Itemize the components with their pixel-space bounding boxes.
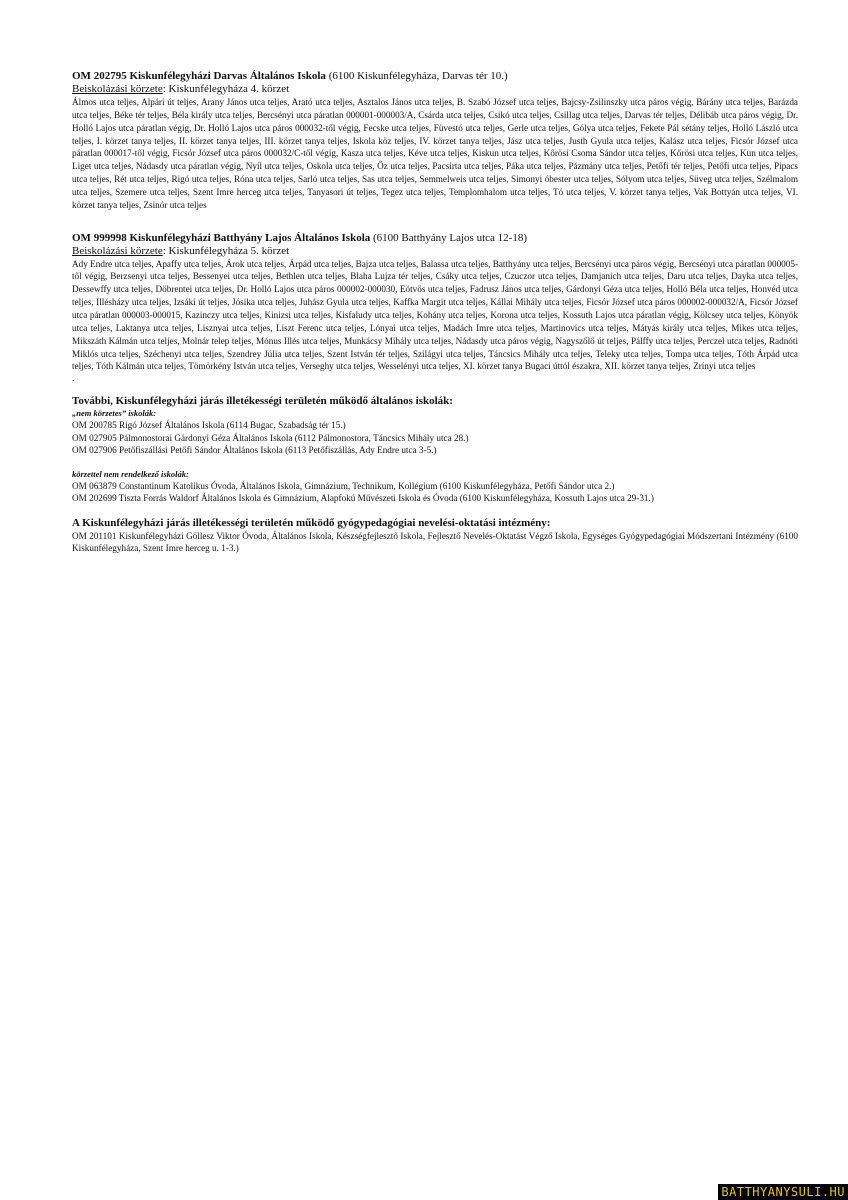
no-district-schools-section <box>72 469 798 505</box>
list-item: OM 027906 Petőfiszállási Petőfi Sándor Általános Iskola (6113 Petőfiszállás, Ady Endre utca 3-5.) <box>72 445 437 456</box>
district-line <box>72 245 798 258</box>
special-education-section <box>72 517 798 555</box>
school-heading <box>72 232 798 245</box>
school-heading <box>72 70 798 83</box>
district-label: Beiskolázási körzete <box>72 83 163 95</box>
list-item: OM 027905 Pálmonostorai Gárdonyi Géza Általános Iskola (6112 Pálmonostora, Táncsics Mihály utca 28.) <box>72 432 469 443</box>
watermark-link[interactable]: BATTHYANYSULI.HU <box>718 1184 848 1200</box>
list-item: OM 202699 Tiszta Forrás Waldorf Általános Iskola és Gimnázium, Alapfokú Művészeti Iskola és Óvoda (6100 Kiskunfélegyháza, Kossuth Lajos utca 29-31.) <box>72 493 654 504</box>
district-value: : Kiskunfélegyháza 4. körzet <box>162 83 290 95</box>
section-title: További, Kiskunfélegyházi járás illetékességi területén működő általános iskolák: <box>72 395 453 408</box>
school-address: (6100 Kiskunfélegyháza, Darvas tér 10.) <box>328 70 508 82</box>
street-list: Ady Endre utca teljes, Apaffy utca teljes, Árok utca teljes, Árpád utca teljes, Bajza utca teljes, Balassa utca teljes, Batthyány utca teljes, Bercsényi utca páros végig, Bercsényi utca páratlan 000005-től végig, Berzsenyi utca teljes, Bessenyei utca teljes, Bethlen utca teljes, Blaha Lujza tér teljes, Csáky utca teljes, Czuczor utca teljes, Damjanich utca teljes, Daru utca teljes, Dayka utca teljes, Dessewffy utca teljes, Döbrentei utca teljes, Dr. Holló Lajos utca páros 000002-000030, Eötvös utca teljes, Fadrusz János utca teljes, Gárdonyi Géza utca teljes, Holló Béla utca teljes, Honvéd utca teljes, Illésházy utca teljes, Izsáki út teljes, Jósika utca teljes, Juhász Gyula utca teljes, Kaffka Margit utca teljes, Kállai Mihály utca teljes, Ficsór József utca páros 000002-000032/A, Ficsór József utca páratlan 000003-000015, Kazinczy utca teljes, Kinizsi utca teljes, Kisfaludy utca teljes, Kohány utca teljes, Korona utca teljes, Kossuth Lajos utca páratlan végig, Kölcsey utca teljes, Könyök utca teljes, Laktanya utca teljes, Lisznyai utca teljes, Liszt Ferenc utca teljes, Lónyai utca teljes, Madách Imre utca teljes, Martinovics utca teljes, Mátyás király utca teljes, Mikes utca teljes, Mikszáth Kálmán utca teljes, Molnár telep teljes, Mónus Illés utca teljes, Munkácsy Mihály utca teljes, Nádasdy utca páros végig, Nagyszőlő út teljes, Pálffy utca teljes, Perczel utca teljes, Radnóti Miklós utca teljes, Széchenyi utca teljes, Szendrey Júlia utca teljes, Szent István tér teljes, Szilágyi utca teljes, Táncsics Mihály utca teljes, Teleky utca teljes, Tompa utca teljes, Tóth Árpád utca teljes, Tóth Kálmán utca teljes, Tömörkény István utca teljes, Verseghy utca teljes, Wesselényi utca teljes, XI. körzet tanya Bugaci úttól északra, XII. körzet tanya teljes, Zrínyi utca teljes <box>72 258 798 372</box>
school-block-darvas <box>72 70 798 212</box>
street-list: Álmos utca teljes, Alpári út teljes, Arany János utca teljes, Arató utca teljes, Asztalos János utca teljes, B. Szabó József utca teljes, Bajcsy-Zsilinszky utca páros végig, Bárány utca teljes, Barázda utca teljes, Béke tér teljes, Béla király utca teljes, Bercsényi utca páratlan 000001-000003/A, Csárda utca teljes, Csikó utca teljes, Csillag utca teljes, Darvas tér teljes, Délibáb utca páros végig, Dr. Holló Lajos utca páratlan végig, Dr. Holló Lajos utca páros 000032-től végig, Fecske utca teljes, Füvestó utca teljes, Gerle utca teljes, Gólya utca teljes, Fekete Pál sétány teljes, Holló László utca teljes, I. körzet tanya teljes, II. körzet tanya teljes, III. körzet tanya teljes, Iskola köz teljes, IV. körzet tanya teljes, Jász utca teljes, Justh Gyula utca teljes, Kalász utca teljes, Ficsór József utca páratlan 000017-től végig, Ficsór József utca páros 000032/C-től végig, Kasza utca teljes, Kéve utca teljes, Kiskun utca teljes, Kőrösi Csoma Sándor utca teljes, Kőrösi utca teljes, Kun utca teljes, Liget utca teljes, Nádasdy utca páratlan végig, Nyíl utca teljes, Oskola utca teljes, Őz utca teljes, Pacsirta utca teljes, Páka utca teljes, Pázmány utca teljes, Petőfi tér teljes, Petőfi utca teljes, Pipacs utca teljes, Rét utca teljes, Rigó utca teljes, Róna utca teljes, Sarló utca teljes, Sas utca teljes, Semmelweis utca teljes, Simonyi óbester utca teljes, Sólyom utca teljes, Süveg utca teljes, Szélmalom utca teljes, Szemere utca teljes, Szent Imre herceg utca teljes, Tanyasori út teljes, Tegez utca teljes, Templomhalom utca teljes, Tó utca teljes, V. körzet tanya teljes, Vak Bottyán utca teljes, VI. körzet tanya teljes, Zsinór utca teljes <box>72 97 798 210</box>
district-value: : Kiskunfélegyháza 5. körzet <box>162 244 290 257</box>
school-address: (6100 Batthyány Lajos utca 12-18) <box>373 231 527 244</box>
district-label: Beiskolázási körzete <box>72 244 163 257</box>
school-block-batthyany <box>72 232 798 374</box>
stray-dot: . <box>72 373 75 385</box>
section-title: A Kiskunfélegyházi járás illetékességi területén működő gyógypedagógiai nevelési-oktatási intézmény: <box>72 516 551 529</box>
school-name: OM 202795 Kiskunfélegyházi Darvas Általános Iskola <box>72 70 326 82</box>
school-name: OM 999998 Kiskunfélegyházi Batthyány Lajos Általános Iskola <box>72 231 371 244</box>
list-item: OM 200785 Rigó József Általános Iskola (6114 Bugac, Szabadság tér 15.) <box>72 420 346 431</box>
non-district-label: „nem körzetes” iskolák: <box>72 408 157 419</box>
further-schools-section <box>72 395 798 457</box>
list-item: OM 063879 Constantinum Katolikus Óvoda, Általános Iskola, Gimnázium, Technikum, Kollégium (6100 Kiskunfélegyháza, Petőfi Sándor utca 2.) <box>72 480 615 491</box>
institution-text: OM 201101 Kiskunfélegyházi Göllesz Viktor Óvoda, Általános Iskola, Készségfejlesztő Iskola, Fejlesztő Nevelés-Oktatást Végző Iskola, Egységes Gyógypedagógiai Módszertani Intézmény (6100 Kiskunfélegyháza, Szent Imre herceg u. 1-3.) <box>72 530 798 554</box>
document-page <box>72 70 798 555</box>
no-district-label: körzettel nem rendelkező iskolák: <box>72 468 189 479</box>
district-line <box>72 83 798 96</box>
